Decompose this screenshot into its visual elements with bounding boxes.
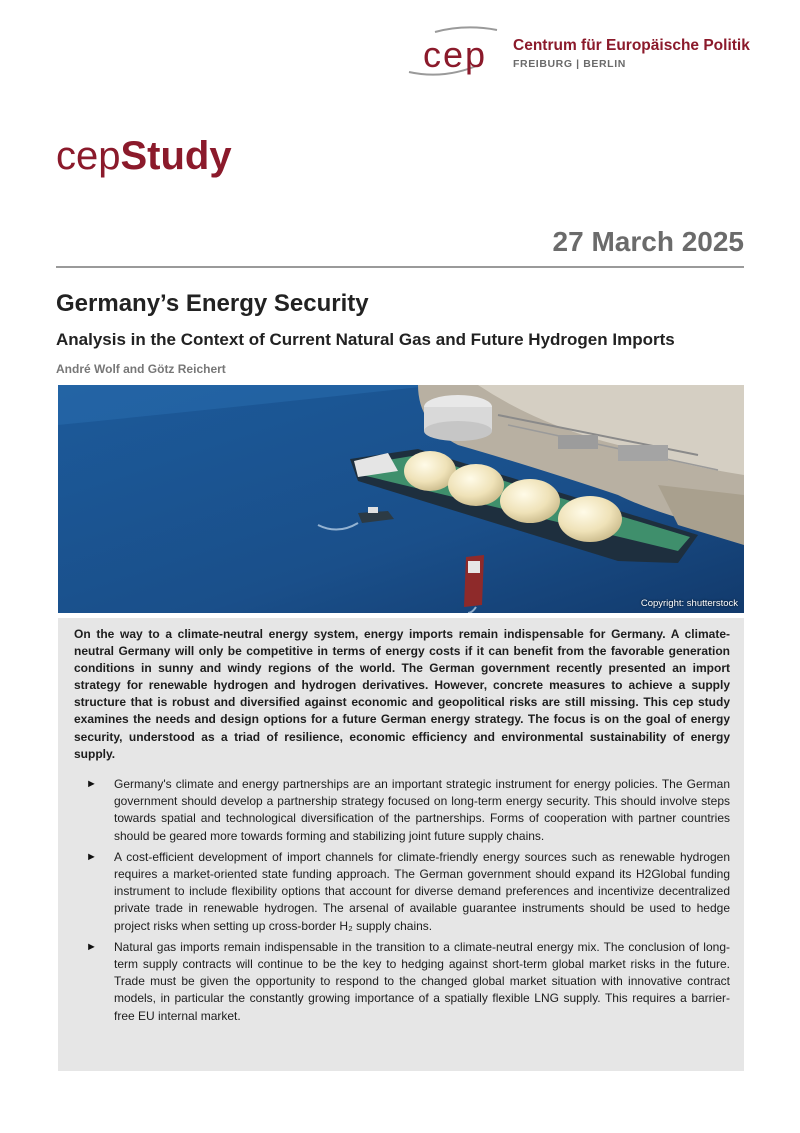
org-city: FREIBURG | BERLIN [513,58,626,70]
list-item [74,776,730,845]
org-name: Centrum für Europäische Politik [513,37,750,54]
list-item [74,939,730,1025]
series-title [56,134,232,179]
abstract-text: On the way to a climate-neutral energy system, energy imports remain indispensable for Germany. A climate-neutral Germany will only be competitive in terms of energy costs if it can benefit from the favorable generation conditions in sunny and windy regions of the world. The German government recently presented an import strategy for renewable hydrogen and hydrogen derivatives. However, concrete measures to achieve a supply structure that is robust and diversified against economic and geopolitical risks are still missing. This cep study examines the needs and design options for a future German energy strategy. The focus is on the goal of energy security, understood as a triad of resilience, economic efficiency and environmental sustainability of energy supply. [74,627,730,761]
summary-box [58,618,744,1071]
lng-tanker-image [58,385,744,613]
page-title: Germany’s Energy Security [56,290,369,317]
bullet-arrow-icon: ► [86,850,97,863]
divider [56,266,744,268]
bullet-text: A cost-efficient development of import channels for climate-friendly energy sources such as renewable hydrogen requires a market-oriented state funding approach. The German government should expand its H2Global funding instrument to include flexibility options that account for diverse demand preferences and incentivize decentralized private trade in renewable hydrogen. The arsenal of available guarantee instruments should be used to hedge project risks when setting up cross-border H₂ supply chains. [114,849,730,933]
page-subtitle: Analysis in the Context of Current Natural Gas and Future Hydrogen Imports [56,330,675,349]
logo-word: cep [423,34,488,75]
key-points-list [74,776,730,1029]
hero-image [58,385,744,613]
bullet-arrow-icon: ► [86,940,97,953]
series-prefix: cep [56,134,121,178]
series-name: Study [120,134,232,178]
list-item [74,849,730,935]
cep-logo [405,24,750,78]
bullet-arrow-icon: ► [86,778,97,790]
authors: André Wolf and Götz Reichert [56,362,226,376]
image-copyright: Copyright: shutterstock [640,598,738,609]
bullet-text: Natural gas imports remain indispensable in the transition to a climate-neutral energy mix. The conclusion of long-term supply contracts will continue to be the key to hedging against short-term global market risks in the future. Trade must be given the opportunity to respond to the changed global market situation with innovative contract models, in particular the constantly growing importance of a spatially flexible LNG supply. This requires a barrier-free EU internal market. [114,939,730,1023]
publication-date: 27 March 2025 [552,226,744,257]
bullet-text: Germany's climate and energy partnerships are an important strategic instrument for energy policies. The German government should develop a partnership strategy focused on long-term energy security. This should involve steps towards spatial and technological diversification of the partnerships. Forms of cooperation with partner countries should be geared more towards forming and stabilizing joint future supply chains. [114,777,730,843]
